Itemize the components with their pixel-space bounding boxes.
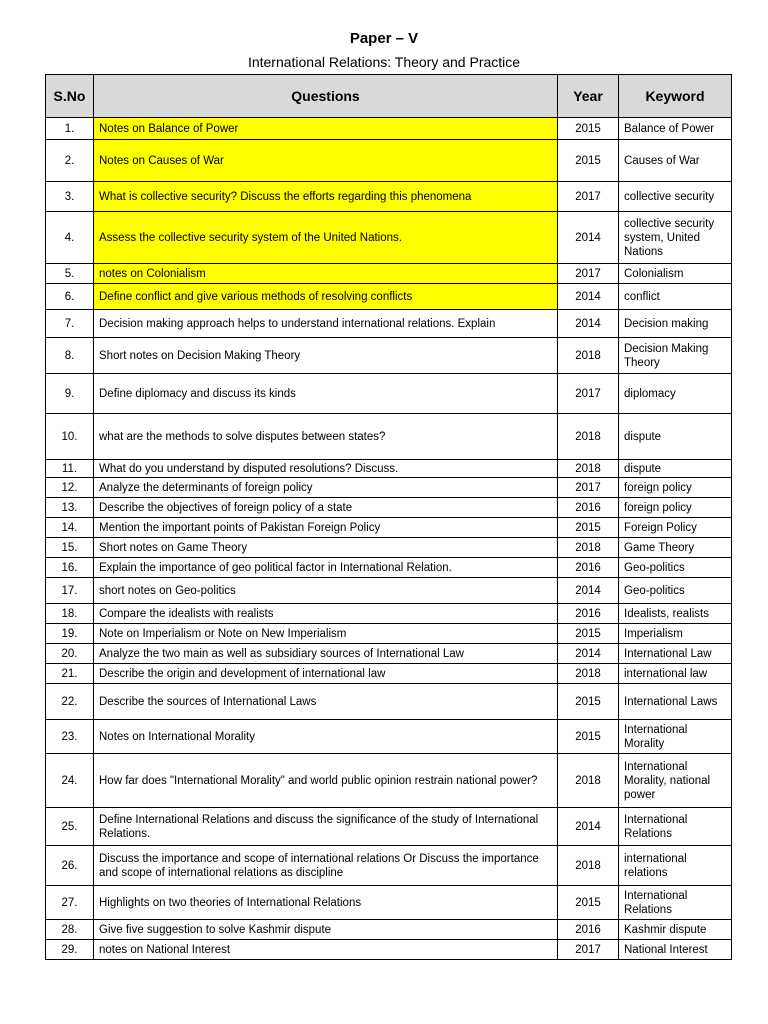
table-row [46, 518, 732, 538]
cell-keyword: Game Theory [619, 538, 732, 558]
table-row [46, 182, 732, 212]
cell-keyword: International Laws [619, 684, 732, 720]
header-questions: Questions [94, 75, 558, 118]
cell-year: 2014 [558, 808, 619, 846]
cell-sno: 13. [46, 498, 94, 518]
paper-title: Paper – V [349, 30, 419, 47]
cell-keyword: diplomacy [619, 374, 732, 414]
cell-question: What do you understand by disputed resolutions? Discuss. [94, 460, 558, 478]
cell-keyword: Balance of Power [619, 118, 732, 140]
cell-question: Explain the importance of geo political factor in International Relation. [94, 558, 558, 578]
cell-keyword: Kashmir dispute [619, 920, 732, 940]
cell-year: 2018 [558, 754, 619, 808]
cell-keyword: collective security system, United Nations [619, 212, 732, 264]
cell-question: short notes on Geo-politics [94, 578, 558, 604]
cell-sno: 11. [46, 460, 94, 478]
cell-year: 2017 [558, 182, 619, 212]
cell-year: 2014 [558, 310, 619, 338]
table-row [46, 460, 732, 478]
table-row [46, 338, 732, 374]
cell-sno: 4. [46, 212, 94, 264]
cell-keyword: Geo-politics [619, 558, 732, 578]
cell-sno: 26. [46, 846, 94, 886]
cell-sno: 12. [46, 478, 94, 498]
cell-keyword: International Relations [619, 886, 732, 920]
table-row [46, 604, 732, 624]
cell-year: 2018 [558, 538, 619, 558]
cell-sno: 18. [46, 604, 94, 624]
cell-question: Assess the collective security system of the United Nations. [94, 212, 558, 264]
cell-question: Note on Imperialism or Note on New Imperialism [94, 624, 558, 644]
cell-year: 2015 [558, 684, 619, 720]
cell-keyword: National Interest [619, 940, 732, 960]
cell-question: Describe the sources of International Laws [94, 684, 558, 720]
table-row [46, 498, 732, 518]
cell-sno: 14. [46, 518, 94, 538]
cell-question: Notes on Causes of War [94, 140, 558, 182]
cell-year: 2014 [558, 212, 619, 264]
cell-year: 2017 [558, 374, 619, 414]
table-row [46, 940, 732, 960]
cell-keyword: collective security [619, 182, 732, 212]
cell-sno: 28. [46, 920, 94, 940]
cell-question: Compare the idealists with realists [94, 604, 558, 624]
cell-year: 2017 [558, 940, 619, 960]
cell-sno: 7. [46, 310, 94, 338]
cell-sno: 1. [46, 118, 94, 140]
cell-question: what are the methods to solve disputes between states? [94, 414, 558, 460]
cell-keyword: Causes of War [619, 140, 732, 182]
cell-keyword: Colonialism [619, 264, 732, 284]
cell-year: 2018 [558, 664, 619, 684]
cell-question: Define conflict and give various methods of resolving conflicts [94, 284, 558, 310]
cell-question: Give five suggestion to solve Kashmir dispute [94, 920, 558, 940]
cell-sno: 20. [46, 644, 94, 664]
cell-keyword: conflict [619, 284, 732, 310]
cell-question: notes on National Interest [94, 940, 558, 960]
cell-keyword: Decision making [619, 310, 732, 338]
table-row [46, 720, 732, 754]
cell-sno: 29. [46, 940, 94, 960]
cell-sno: 15. [46, 538, 94, 558]
table-row [46, 920, 732, 940]
cell-keyword: International Law [619, 644, 732, 664]
table-row [46, 478, 732, 498]
cell-question: Decision making approach helps to understand international relations. Explain [94, 310, 558, 338]
cell-keyword: Geo-politics [619, 578, 732, 604]
cell-question: Short notes on Game Theory [94, 538, 558, 558]
table-body [46, 118, 732, 960]
cell-question: What is collective security? Discuss the efforts regarding this phenomena [94, 182, 558, 212]
questions-table [45, 74, 732, 960]
cell-keyword: International Morality [619, 720, 732, 754]
cell-question: Notes on Balance of Power [94, 118, 558, 140]
table-row [46, 624, 732, 644]
cell-year: 2015 [558, 140, 619, 182]
cell-keyword: Idealists, realists [619, 604, 732, 624]
cell-year: 2016 [558, 498, 619, 518]
cell-keyword: international relations [619, 846, 732, 886]
table-row [46, 264, 732, 284]
cell-year: 2016 [558, 604, 619, 624]
cell-question: Notes on International Morality [94, 720, 558, 754]
cell-year: 2015 [558, 624, 619, 644]
table-row [46, 754, 732, 808]
cell-question: Analyze the determinants of foreign policy [94, 478, 558, 498]
cell-sno: 16. [46, 558, 94, 578]
cell-question: Describe the origin and development of international law [94, 664, 558, 684]
cell-year: 2015 [558, 886, 619, 920]
table-row [46, 538, 732, 558]
cell-year: 2016 [558, 920, 619, 940]
table-row [46, 118, 732, 140]
cell-sno: 10. [46, 414, 94, 460]
header-sno: S.No [46, 75, 94, 118]
table-row [46, 310, 732, 338]
cell-keyword: dispute [619, 414, 732, 460]
cell-question: Describe the objectives of foreign policy of a state [94, 498, 558, 518]
cell-year: 2016 [558, 558, 619, 578]
cell-question: Mention the important points of Pakistan Foreign Policy [94, 518, 558, 538]
cell-year: 2014 [558, 284, 619, 310]
cell-question: notes on Colonialism [94, 264, 558, 284]
header-keyword: Keyword [619, 75, 732, 118]
cell-question: How far does "International Morality" and world public opinion restrain national power? [94, 754, 558, 808]
cell-year: 2018 [558, 338, 619, 374]
table-row [46, 886, 732, 920]
cell-year: 2017 [558, 478, 619, 498]
table-row [46, 664, 732, 684]
cell-year: 2015 [558, 720, 619, 754]
cell-year: 2018 [558, 846, 619, 886]
cell-sno: 21. [46, 664, 94, 684]
cell-keyword: International Morality, national power [619, 754, 732, 808]
cell-keyword: Imperialism [619, 624, 732, 644]
cell-question: Short notes on Decision Making Theory [94, 338, 558, 374]
cell-year: 2018 [558, 414, 619, 460]
table-row [46, 212, 732, 264]
table-row [46, 578, 732, 604]
cell-sno: 23. [46, 720, 94, 754]
paper-subtitle: International Relations: Theory and Practice [247, 54, 521, 70]
cell-sno: 27. [46, 886, 94, 920]
cell-keyword: international law [619, 664, 732, 684]
cell-year: 2015 [558, 518, 619, 538]
cell-sno: 9. [46, 374, 94, 414]
table-row [46, 284, 732, 310]
cell-sno: 22. [46, 684, 94, 720]
cell-year: 2015 [558, 118, 619, 140]
cell-sno: 6. [46, 284, 94, 310]
cell-keyword: foreign policy [619, 498, 732, 518]
cell-sno: 25. [46, 808, 94, 846]
cell-sno: 19. [46, 624, 94, 644]
cell-keyword: Foreign Policy [619, 518, 732, 538]
table-row [46, 558, 732, 578]
cell-year: 2014 [558, 578, 619, 604]
cell-sno: 3. [46, 182, 94, 212]
cell-question: Highlights on two theories of International Relations [94, 886, 558, 920]
table-header-row [46, 75, 732, 118]
cell-sno: 8. [46, 338, 94, 374]
cell-keyword: dispute [619, 460, 732, 478]
cell-keyword: foreign policy [619, 478, 732, 498]
table-row [46, 846, 732, 886]
cell-keyword: International Relations [619, 808, 732, 846]
cell-sno: 2. [46, 140, 94, 182]
header-year: Year [558, 75, 619, 118]
cell-question: Define International Relations and discuss the significance of the study of International Relations. [94, 808, 558, 846]
table-row [46, 374, 732, 414]
cell-question: Discuss the importance and scope of international relations Or Discuss the importance and scope of international relations as discipline [94, 846, 558, 886]
cell-question: Define diplomacy and discuss its kinds [94, 374, 558, 414]
table-row [46, 140, 732, 182]
cell-sno: 24. [46, 754, 94, 808]
cell-question: Analyze the two main as well as subsidiary sources of International Law [94, 644, 558, 664]
cell-sno: 17. [46, 578, 94, 604]
cell-keyword: Decision Making Theory [619, 338, 732, 374]
cell-year: 2014 [558, 644, 619, 664]
table-row [46, 808, 732, 846]
cell-year: 2018 [558, 460, 619, 478]
table-row [46, 684, 732, 720]
cell-year: 2017 [558, 264, 619, 284]
table-row [46, 414, 732, 460]
cell-sno: 5. [46, 264, 94, 284]
table-row [46, 644, 732, 664]
